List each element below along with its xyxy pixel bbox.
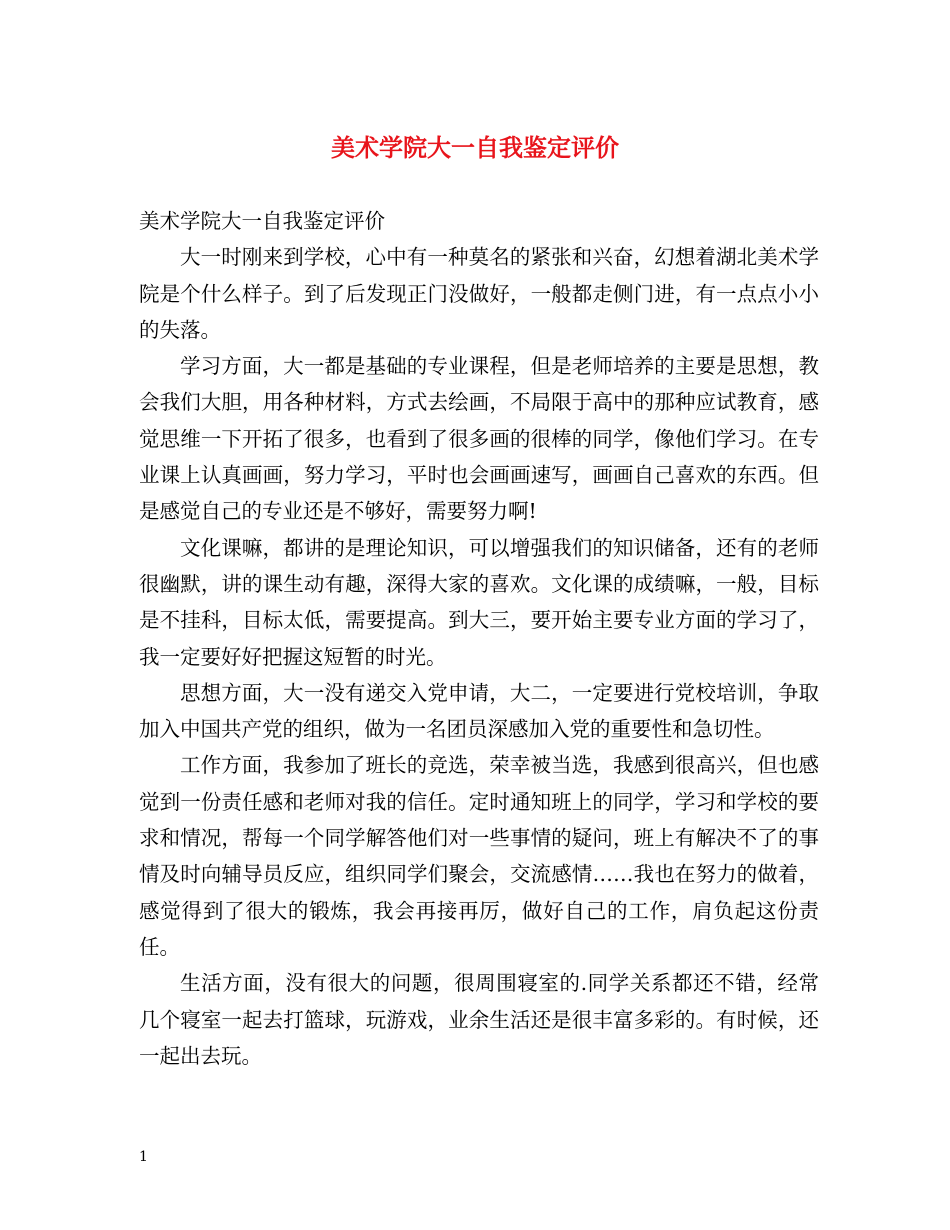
document-title: 美术学院大一自我鉴定评价 [331,133,619,162]
document-body [139,203,819,1074]
paragraph-work: 工作方面，我参加了班长的竞选，荣幸被当选，我感到很高兴，但也感觉到一份责任感和老师对我的信任。定时通知班上的同学，学习和学校的要求和情况，帮每一个同学解答他们对一些事情的疑问，班上有解决不了的事情及时向辅导员反应，组织同学们聚会，交流感情……我也在努力的做着，感觉得到了很大的锻炼，我会再接再厉，做好自己的工作，肩负起这份责任。 [139,753,819,959]
paragraph-arrival: 大一时刚来到学校，心中有一种莫名的紧张和兴奋，幻想着湖北美术学院是个什么样子。到了后发现正门没做好，一般都走侧门进，有一点点小小的失落。 [139,245,819,342]
paragraph-life: 生活方面，没有很大的问题，很周围寝室的.同学关系都还不错，经常几个寝室一起去打篮球，玩游戏，业余生活还是很丰富多彩的。有时候，还一起出去玩。 [139,971,819,1068]
page-number: 1 [139,1149,148,1165]
paragraph-culture-courses: 文化课嘛，都讲的是理论知识，可以增强我们的知识储备，还有的老师很幽默，讲的课生动有趣，深得大家的喜欢。文化课的成绩嘛，一般，目标是不挂科，目标太低，需要提高。到大三，要开始主要专业方面的学习了，我一定要好好把握这短暂的时光。 [139,535,819,669]
paragraph-ideology: 思想方面，大一没有递交入党申请，大二，一定要进行党校培训，争取加入中国共产党的组织，做为一名团员深感加入党的重要性和急切性。 [139,680,819,742]
paragraph-study: 学习方面，大一都是基础的专业课程，但是老师培养的主要是思想，教会我们大胆，用各种材料，方式去绘画，不局限于高中的那种应试教育，感觉思维一下开拓了很多，也看到了很多画的很棒的同学，像他们学习。在专业课上认真画画，努力学习，平时也会画画速写，画画自己喜欢的东西。但是感觉自己的专业还是不够好，需要努力啊! [139,354,819,524]
document-subtitle: 美术学院大一自我鉴定评价 [139,209,385,233]
